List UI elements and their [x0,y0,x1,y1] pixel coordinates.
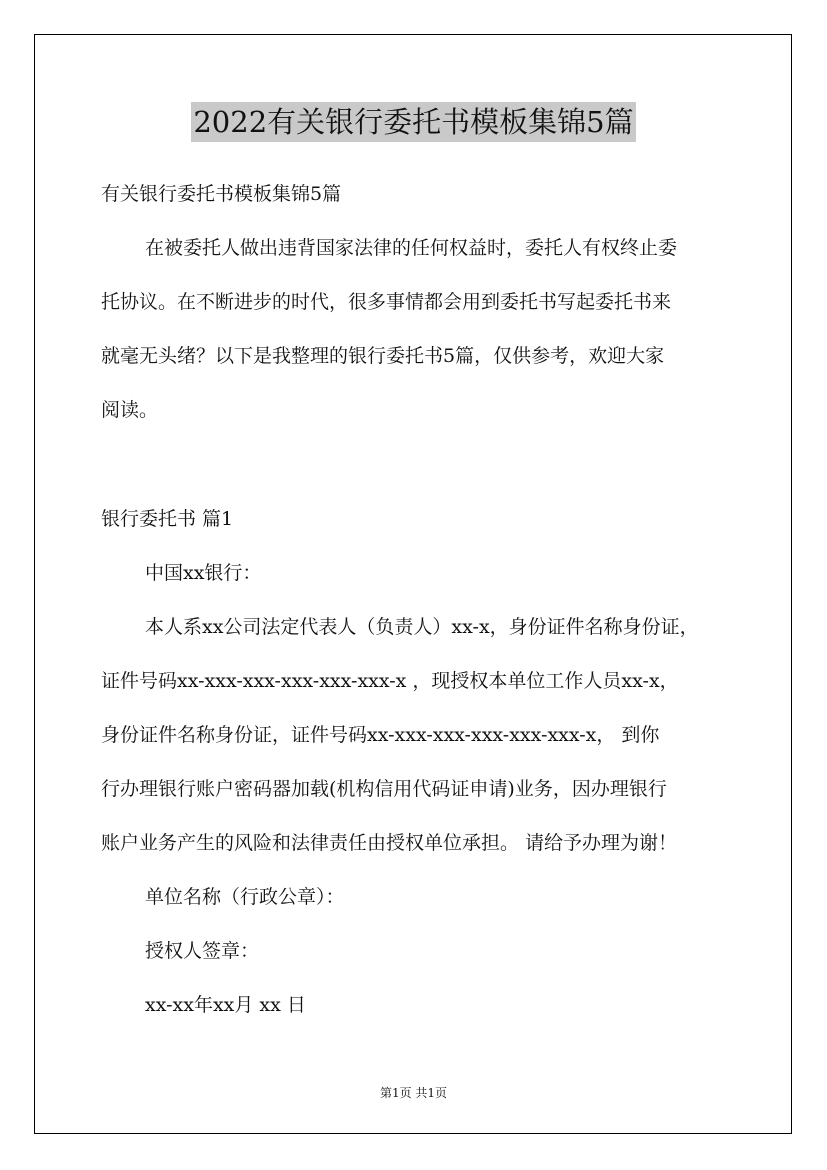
intro-line-1: 在被委托人做出违背国家法律的任何权益时，委托人有权终止委 [145,237,678,259]
section-heading: 银行委托书 篇1 [101,508,234,530]
signature-line: 授权人签章： [145,940,260,962]
intro-line-3: 就毫无头绪？以下是我整理的银行委托书5篇，仅供参考，欢迎大家 [101,345,665,367]
body-line-3: 身份证件名称身份证，证件号码xx-xxx-xxx-xxx-xxx-xxx-x， 到你 [101,724,660,746]
document-title: 2022有关银行委托书模板集锦5篇 [191,102,635,142]
date-line: xx-xx年xx月 xx 日 [145,994,306,1016]
subtitle: 有关银行委托书模板集锦5篇 [101,183,342,205]
document-title-container [0,102,827,142]
body-line-4: 行办理银行账户密码器加载(机构信用代码证申请)业务，因办理银行 [101,778,667,800]
body-line-1: 本人系xx公司法定代表人（负责人）xx-x，身份证件名称身份证， [145,616,699,638]
body-line-5: 账户业务产生的风险和法律责任由授权单位承担。 请给予办理为谢！ [101,832,678,854]
intro-line-4: 阅读。 [101,399,159,421]
body-line-2: 证件号码xx-xxx-xxx-xxx-xxx-xxx-x ，现授权本单位工作人员xx-x， [101,670,679,692]
unit-name-line: 单位名称（行政公章）： [145,886,345,908]
intro-line-2: 托协议。在不断进步的时代，很多事情都会用到委托书写起委托书来 [101,291,672,313]
salutation: 中国xx银行： [145,562,262,584]
page-footer: 第1页 共1页 [379,1086,448,1100]
